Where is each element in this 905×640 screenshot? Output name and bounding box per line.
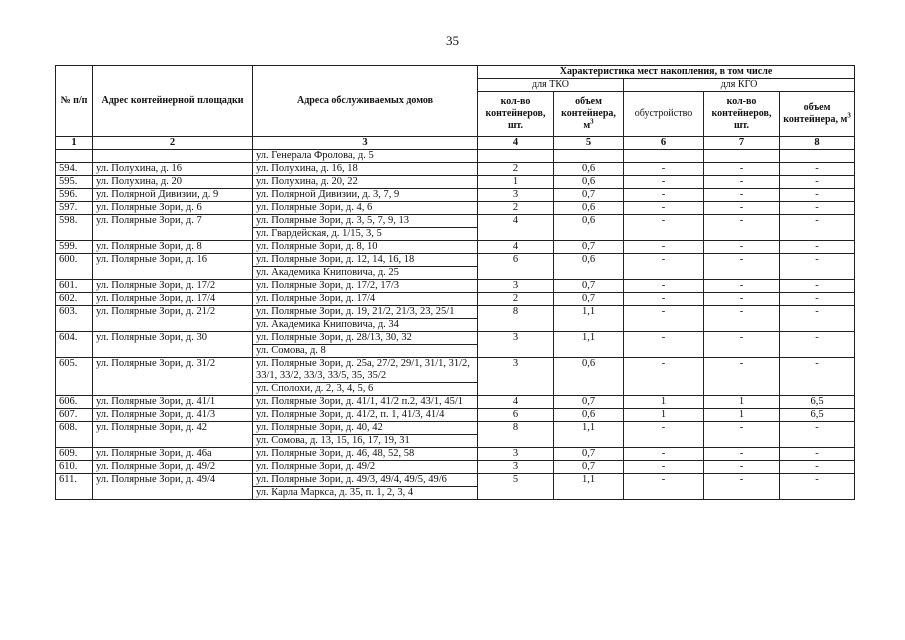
- house-address: ул. Полярной Дивизии, д. 3, 7, 9: [253, 189, 478, 202]
- kgo-count: -: [704, 254, 780, 280]
- tko-count: 4: [478, 215, 554, 241]
- site-address: ул. Полухина, д. 20: [93, 176, 253, 189]
- arrangement: -: [624, 254, 704, 280]
- table-row: [56, 306, 855, 319]
- house-address: ул. Полярные Зори, д. 19, 21/2, 21/3, 23, 25/1: [253, 306, 478, 319]
- kgo-volume: [780, 150, 855, 163]
- tko-volume: 0,7: [554, 461, 624, 474]
- house-address: ул. Полярные Зори, д. 46, 48, 52, 58: [253, 448, 478, 461]
- site-address: ул. Полярные Зори, д. 49/2: [93, 461, 253, 474]
- table-row: [56, 241, 855, 254]
- tko-count: 2: [478, 202, 554, 215]
- kgo-count: -: [704, 215, 780, 241]
- header-count: кол-во контейнеров, шт.: [478, 92, 554, 137]
- tko-volume: 0,7: [554, 241, 624, 254]
- house-address: ул. Полярные Зори, д. 17/2, 17/3: [253, 280, 478, 293]
- house-address: ул. Полярные Зори, д. 40, 42: [253, 422, 478, 435]
- tko-count: 4: [478, 396, 554, 409]
- site-address: ул. Полярные Зори, д. 8: [93, 241, 253, 254]
- kgo-volume: -: [780, 280, 855, 293]
- row-number: 597.: [56, 202, 93, 215]
- table-row: [56, 409, 855, 422]
- table-row: [56, 202, 855, 215]
- col-number: 7: [704, 137, 780, 150]
- house-address: ул. Гвардейская, д. 1/15, 3, 5: [253, 228, 478, 241]
- row-number: 605.: [56, 358, 93, 396]
- site-address: ул. Полярные Зори, д. 17/2: [93, 280, 253, 293]
- row-number: 610.: [56, 461, 93, 474]
- house-address: ул. Полярные Зори, д. 17/4: [253, 293, 478, 306]
- header-tko: для ТКО: [478, 79, 624, 92]
- row-number: 611.: [56, 474, 93, 500]
- row-number: 601.: [56, 280, 93, 293]
- site-address: ул. Полярные Зори, д. 41/1: [93, 396, 253, 409]
- house-address: ул. Полярные Зори, д. 12, 14, 16, 18: [253, 254, 478, 267]
- tko-volume: 1,1: [554, 332, 624, 358]
- table-row: [56, 448, 855, 461]
- tko-volume: 1,1: [554, 306, 624, 332]
- kgo-volume: -: [780, 474, 855, 500]
- arrangement: -: [624, 202, 704, 215]
- header-kgo: для КГО: [624, 79, 855, 92]
- tko-count: 3: [478, 461, 554, 474]
- table-row: [56, 176, 855, 189]
- kgo-count: -: [704, 163, 780, 176]
- tko-volume: 0,7: [554, 189, 624, 202]
- tko-volume: 0,6: [554, 254, 624, 280]
- column-numbers-row: [56, 137, 855, 150]
- table-row: [56, 254, 855, 267]
- row-number: 595.: [56, 176, 93, 189]
- house-address: ул. Полярные Зори, д. 8, 10: [253, 241, 478, 254]
- tko-count: 2: [478, 293, 554, 306]
- arrangement: 1: [624, 396, 704, 409]
- site-address: ул. Полярные Зори, д. 16: [93, 254, 253, 280]
- table-row: [56, 358, 855, 383]
- col-number: 5: [554, 137, 624, 150]
- kgo-count: -: [704, 280, 780, 293]
- row-number: 609.: [56, 448, 93, 461]
- arrangement: 1: [624, 409, 704, 422]
- arrangement: -: [624, 176, 704, 189]
- table-body: [56, 150, 855, 500]
- kgo-volume: -: [780, 448, 855, 461]
- tko-volume: 0,7: [554, 293, 624, 306]
- tko-count: 2: [478, 163, 554, 176]
- arrangement: -: [624, 332, 704, 358]
- kgo-volume: -: [780, 293, 855, 306]
- col-number: 1: [56, 137, 93, 150]
- kgo-count: -: [704, 176, 780, 189]
- kgo-count: -: [704, 448, 780, 461]
- tko-volume: [554, 150, 624, 163]
- kgo-volume: -: [780, 215, 855, 241]
- container-sites-table: [55, 65, 855, 500]
- house-address: ул. Академика Книповича, д. 34: [253, 319, 478, 332]
- house-address: ул. Полярные Зори, д. 41/1, 41/2 п.2, 43/1, 45/1: [253, 396, 478, 409]
- arrangement: -: [624, 306, 704, 332]
- arrangement: -: [624, 215, 704, 241]
- house-address: ул. Полярные Зори, д. 49/3, 49/4, 49/5, 49/6: [253, 474, 478, 487]
- site-address: ул. Полярные Зори, д. 6: [93, 202, 253, 215]
- row-number: 607.: [56, 409, 93, 422]
- tko-count: 3: [478, 358, 554, 396]
- house-address: ул. Сомова, д. 8: [253, 345, 478, 358]
- kgo-volume: -: [780, 202, 855, 215]
- kgo-count: -: [704, 241, 780, 254]
- kgo-count: -: [704, 202, 780, 215]
- col-number: 3: [253, 137, 478, 150]
- tko-volume: 0,6: [554, 176, 624, 189]
- house-address: ул. Генерала Фролова, д. 5: [253, 150, 478, 163]
- house-address: ул. Полярные Зори, д. 3, 5, 7, 9, 13: [253, 215, 478, 228]
- header-kgo-count: кол-во контейнеров, шт.: [704, 92, 780, 137]
- house-address: ул. Академика Книповича, д. 25: [253, 267, 478, 280]
- tko-count: 3: [478, 332, 554, 358]
- kgo-volume: -: [780, 358, 855, 396]
- col-number: 2: [93, 137, 253, 150]
- arrangement: -: [624, 448, 704, 461]
- arrangement: -: [624, 358, 704, 396]
- row-number: 608.: [56, 422, 93, 448]
- site-address: ул. Полярные Зори, д. 17/4: [93, 293, 253, 306]
- house-address: ул. Полухина, д. 16, 18: [253, 163, 478, 176]
- tko-count: 8: [478, 422, 554, 448]
- header-site: Адрес контейнерной площадки: [93, 66, 253, 137]
- arrangement: -: [624, 280, 704, 293]
- table-row: [56, 396, 855, 409]
- tko-volume: 1,1: [554, 474, 624, 500]
- kgo-count: -: [704, 306, 780, 332]
- kgo-volume: -: [780, 254, 855, 280]
- house-address: ул. Сполохи, д. 2, 3, 4, 5, 6: [253, 383, 478, 396]
- header-volume: объем контейнера, $м^3$: [554, 92, 624, 137]
- row-number: 606.: [56, 396, 93, 409]
- kgo-volume: -: [780, 176, 855, 189]
- site-address: ул. Полухина, д. 16: [93, 163, 253, 176]
- col-number: 8: [780, 137, 855, 150]
- kgo-volume: -: [780, 163, 855, 176]
- header-num: № п/п: [56, 66, 93, 137]
- tko-count: 3: [478, 280, 554, 293]
- house-address: ул. Полярные Зори, д. 25а, 27/2, 29/1, 31/1, 31/2, 33/1, 33/2, 33/3, 33/5, 35, 35/2: [253, 358, 478, 383]
- arrangement: -: [624, 293, 704, 306]
- tko-count: 6: [478, 254, 554, 280]
- arrangement: -: [624, 474, 704, 500]
- tko-volume: 0,7: [554, 448, 624, 461]
- row-number: 602.: [56, 293, 93, 306]
- arrangement: [624, 150, 704, 163]
- tko-volume: 0,6: [554, 358, 624, 396]
- tko-volume: 1,1: [554, 422, 624, 448]
- row-number: 599.: [56, 241, 93, 254]
- site-address: ул. Полярные Зори, д. 21/2: [93, 306, 253, 332]
- kgo-count: 1: [704, 396, 780, 409]
- arrangement: -: [624, 163, 704, 176]
- site-address: ул. Полярные Зори, д. 30: [93, 332, 253, 358]
- kgo-count: 1: [704, 409, 780, 422]
- kgo-volume: 6,5: [780, 409, 855, 422]
- table-row: [56, 422, 855, 435]
- kgo-volume: -: [780, 241, 855, 254]
- kgo-count: -: [704, 461, 780, 474]
- tko-count: 3: [478, 448, 554, 461]
- site-address: ул. Полярные Зори, д. 42: [93, 422, 253, 448]
- house-address: ул. Полярные Зори, д. 41/2, п. 1, 41/3, 41/4: [253, 409, 478, 422]
- table-row: [56, 280, 855, 293]
- site-address: ул. Полярные Зори, д. 46а: [93, 448, 253, 461]
- row-number: [56, 150, 93, 163]
- tko-count: [478, 150, 554, 163]
- house-address: ул. Карла Маркса, д. 35, п. 1, 2, 3, 4: [253, 487, 478, 500]
- tko-count: 5: [478, 474, 554, 500]
- tko-volume: 0,6: [554, 163, 624, 176]
- site-address: ул. Полярной Дивизии, д. 9: [93, 189, 253, 202]
- kgo-volume: 6,5: [780, 396, 855, 409]
- kgo-count: -: [704, 358, 780, 396]
- site-address: ул. Полярные Зори, д. 41/3: [93, 409, 253, 422]
- tko-count: 8: [478, 306, 554, 332]
- table-row: [56, 293, 855, 306]
- tko-count: 6: [478, 409, 554, 422]
- house-address: ул. Полярные Зори, д. 28/13, 30, 32: [253, 332, 478, 345]
- tko-count: 1: [478, 176, 554, 189]
- table-row: [56, 332, 855, 345]
- house-address: ул. Сомова, д. 13, 15, 16, 17, 19, 31: [253, 435, 478, 448]
- header-arrangement: обустройство: [624, 92, 704, 137]
- kgo-count: -: [704, 293, 780, 306]
- row-number: 594.: [56, 163, 93, 176]
- tko-count: 4: [478, 241, 554, 254]
- col-number: 6: [624, 137, 704, 150]
- tko-volume: 0,7: [554, 396, 624, 409]
- site-address: ул. Полярные Зори, д. 31/2: [93, 358, 253, 396]
- table-row: [56, 163, 855, 176]
- row-number: 603.: [56, 306, 93, 332]
- tko-volume: 0,7: [554, 280, 624, 293]
- table-row: [56, 215, 855, 228]
- site-address: ул. Полярные Зори, д. 7: [93, 215, 253, 241]
- kgo-volume: -: [780, 461, 855, 474]
- house-address: ул. Полярные Зори, д. 49/2: [253, 461, 478, 474]
- tko-volume: 0,6: [554, 215, 624, 241]
- row-number: 598.: [56, 215, 93, 241]
- kgo-volume: -: [780, 422, 855, 448]
- house-address: ул. Полухина, д. 20, 22: [253, 176, 478, 189]
- kgo-volume: -: [780, 332, 855, 358]
- kgo-volume: -: [780, 306, 855, 332]
- kgo-volume: -: [780, 189, 855, 202]
- kgo-count: -: [704, 332, 780, 358]
- row-number: 596.: [56, 189, 93, 202]
- table-row: [56, 150, 855, 163]
- kgo-count: -: [704, 474, 780, 500]
- tko-count: 3: [478, 189, 554, 202]
- col-number: 4: [478, 137, 554, 150]
- kgo-count: -: [704, 189, 780, 202]
- kgo-count: -: [704, 422, 780, 448]
- site-address: [93, 150, 253, 163]
- header-kgo-volume: объем контейнера, $м^3$: [780, 92, 855, 137]
- tko-volume: 0,6: [554, 409, 624, 422]
- row-number: 600.: [56, 254, 93, 280]
- arrangement: -: [624, 241, 704, 254]
- table-row: [56, 189, 855, 202]
- arrangement: -: [624, 189, 704, 202]
- header-houses: Адреса обслуживаемых домов: [253, 66, 478, 137]
- house-address: ул. Полярные Зори, д. 4, 6: [253, 202, 478, 215]
- header-group: Характеристика мест накопления, в том числе: [478, 66, 855, 79]
- kgo-count: [704, 150, 780, 163]
- table-row: [56, 474, 855, 487]
- row-number: 604.: [56, 332, 93, 358]
- site-address: ул. Полярные Зори, д. 49/4: [93, 474, 253, 500]
- page-number: 35: [446, 33, 459, 48]
- arrangement: -: [624, 461, 704, 474]
- tko-volume: 0,6: [554, 202, 624, 215]
- table-row: [56, 461, 855, 474]
- arrangement: -: [624, 422, 704, 448]
